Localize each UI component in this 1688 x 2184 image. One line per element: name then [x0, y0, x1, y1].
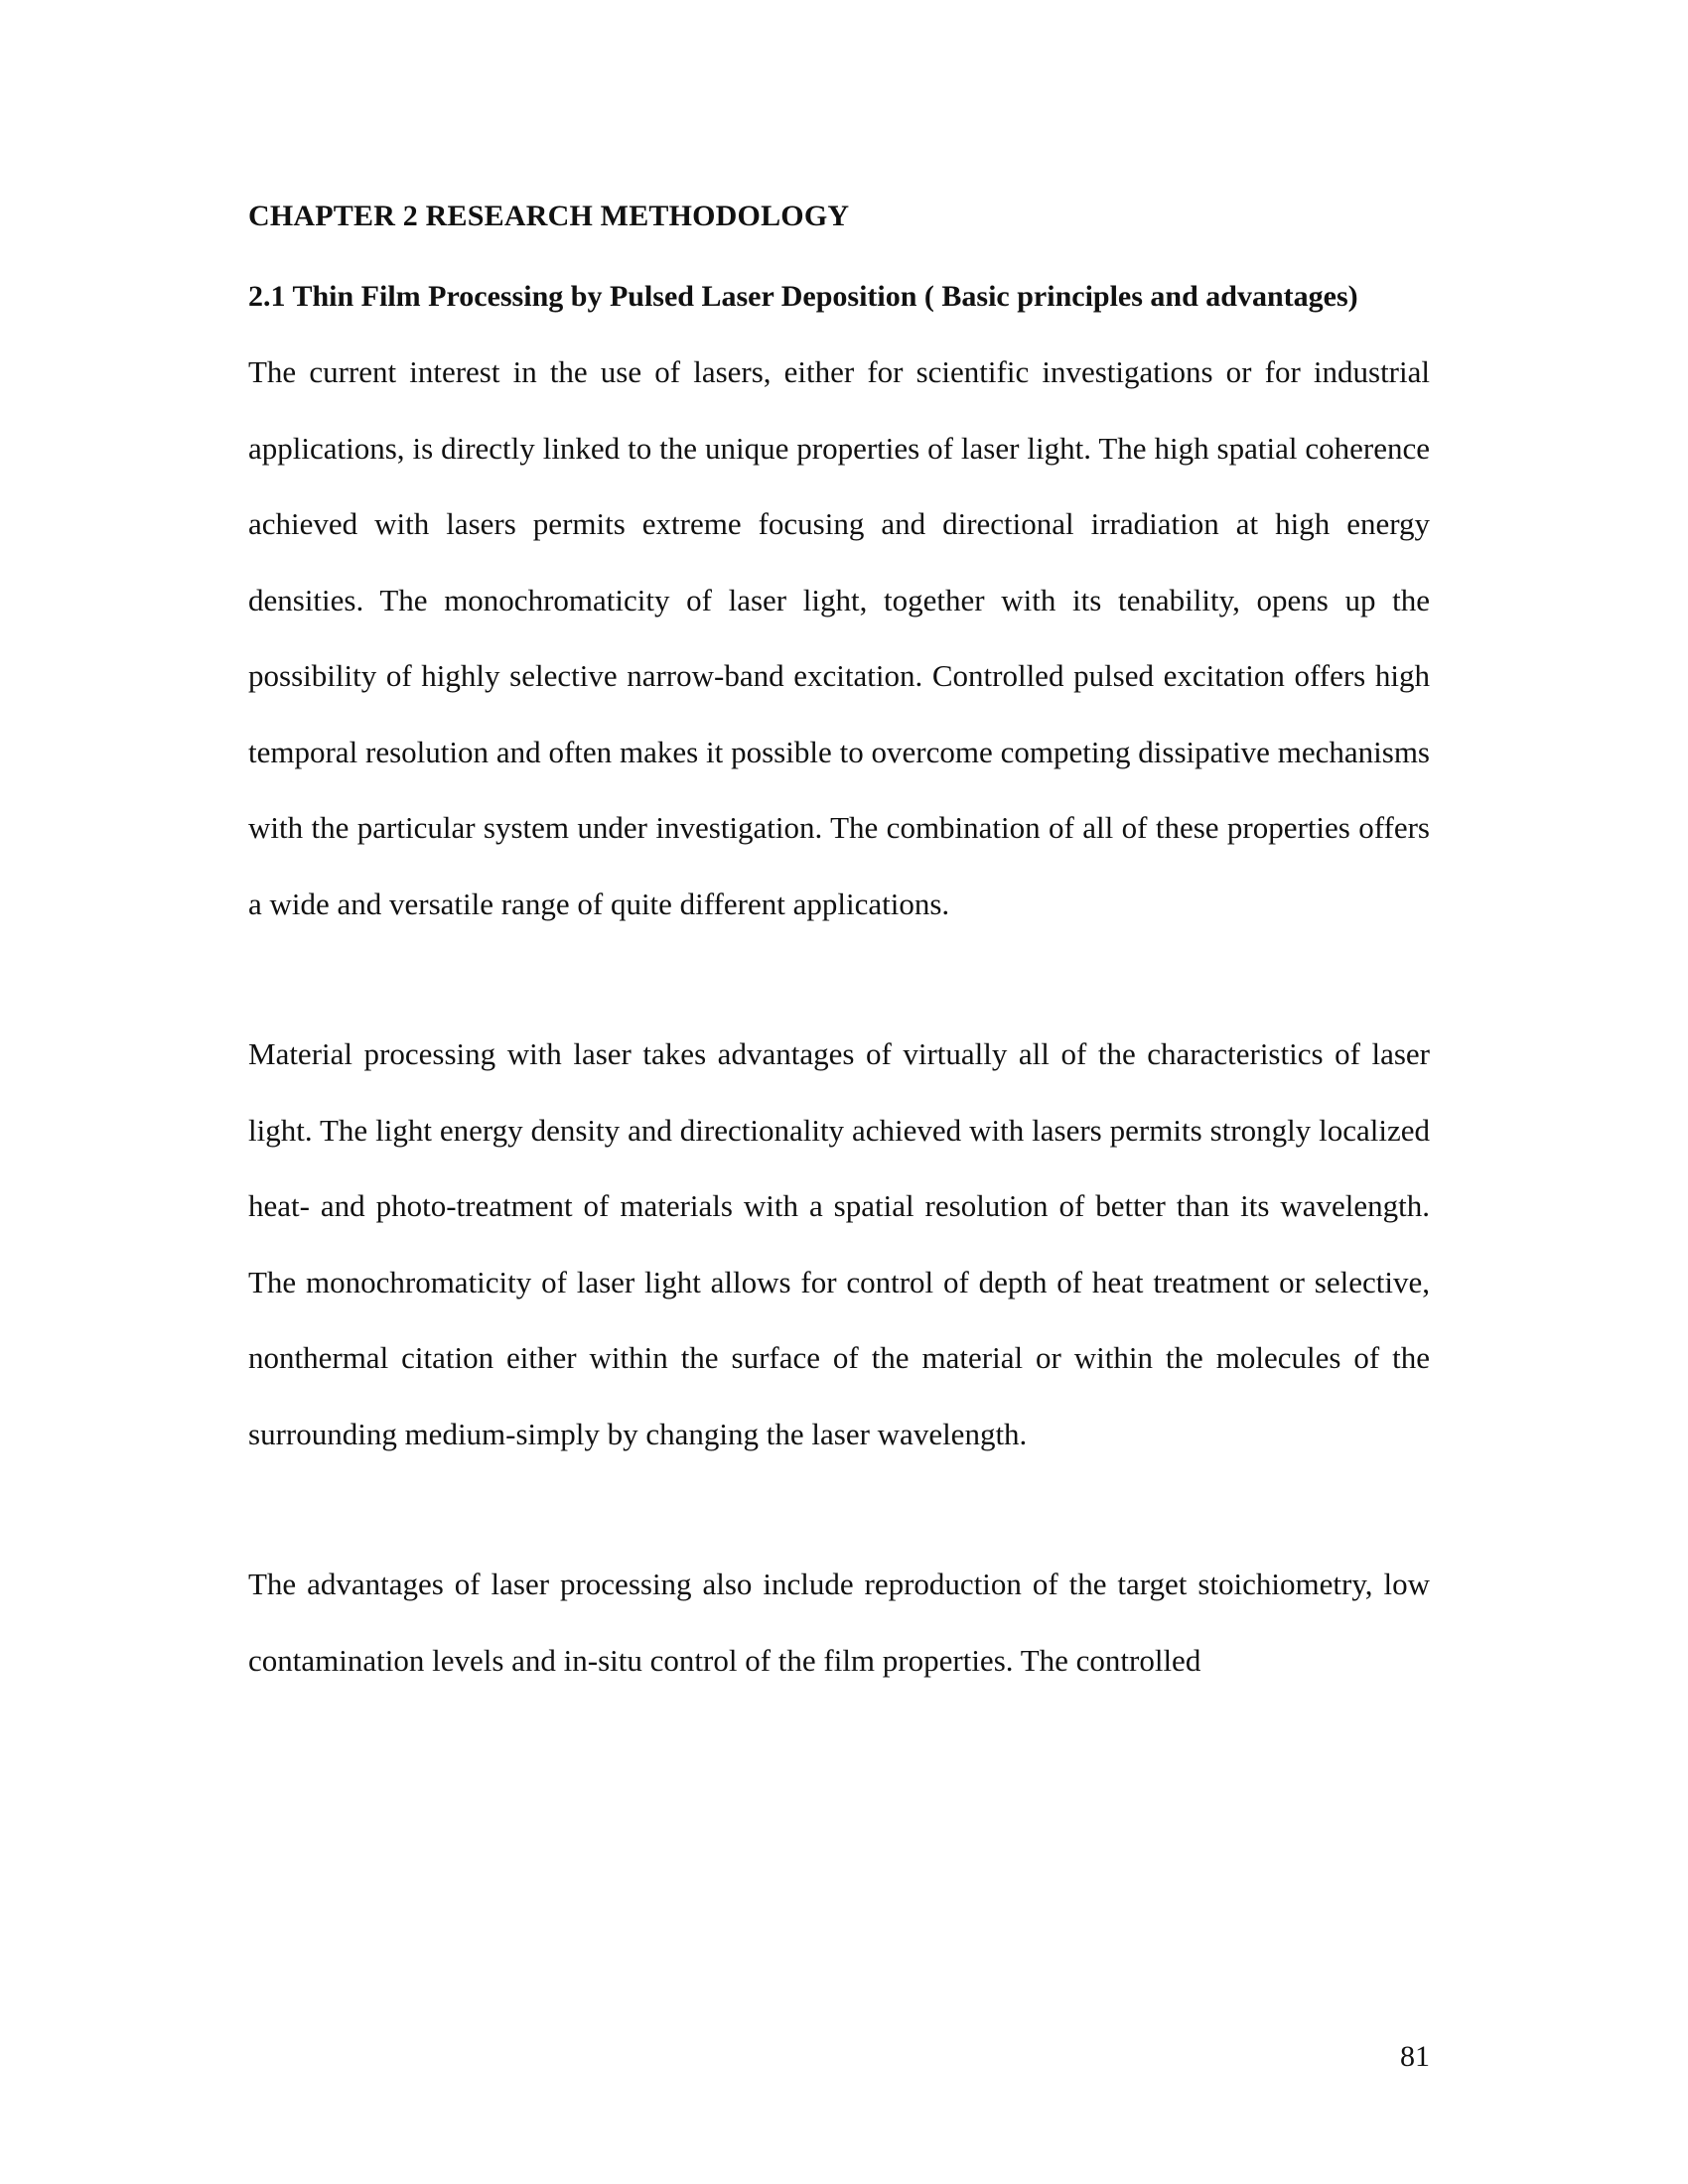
paragraph-2: Material processing with laser takes advantages of virtually all of the characteristics of laser light. The light energy density and directionality achieved with lasers permits strongly localized heat- and photo-treatment of materials with a spatial resolution of better than its wavelength. The monochromaticity of laser light allows for control of depth of heat treatment or selective, nonthermal citation either within the surface of the material or within the molecules of the surrounding medium-simply by changing the laser wavelength.	[248, 1036, 1430, 1451]
page-content	[248, 194, 1430, 1699]
chapter-heading: CHAPTER 2 RESEARCH METHODOLOGY	[248, 200, 850, 232]
paragraph-1: The current interest in the use of lasers, either for scientific investigations or for industrial applications, is directly linked to the unique properties of laser light. The high spatial coherence achieved with lasers permits extreme focusing and directional irradiation at high energy densities. The monochromaticity of laser light, together with its tenability, opens up the possibility of highly selective narrow-band excitation. Controlled pulsed excitation offers high temporal resolution and often makes it possible to overcome competing dissipative mechanisms with the particular system under investigation. The combination of all of these properties offers a wide and versatile range of quite different applications.	[248, 354, 1430, 921]
paragraph-3: The advantages of laser processing also include reproduction of the target stoichiometry, low contamination levels and in-situ control of the film properties. The controlled	[248, 1567, 1430, 1678]
page-number: 81	[1400, 2040, 1430, 2073]
section-heading: 2.1 Thin Film Processing by Pulsed Laser Deposition ( Basic principles and advantages)	[248, 280, 1358, 313]
